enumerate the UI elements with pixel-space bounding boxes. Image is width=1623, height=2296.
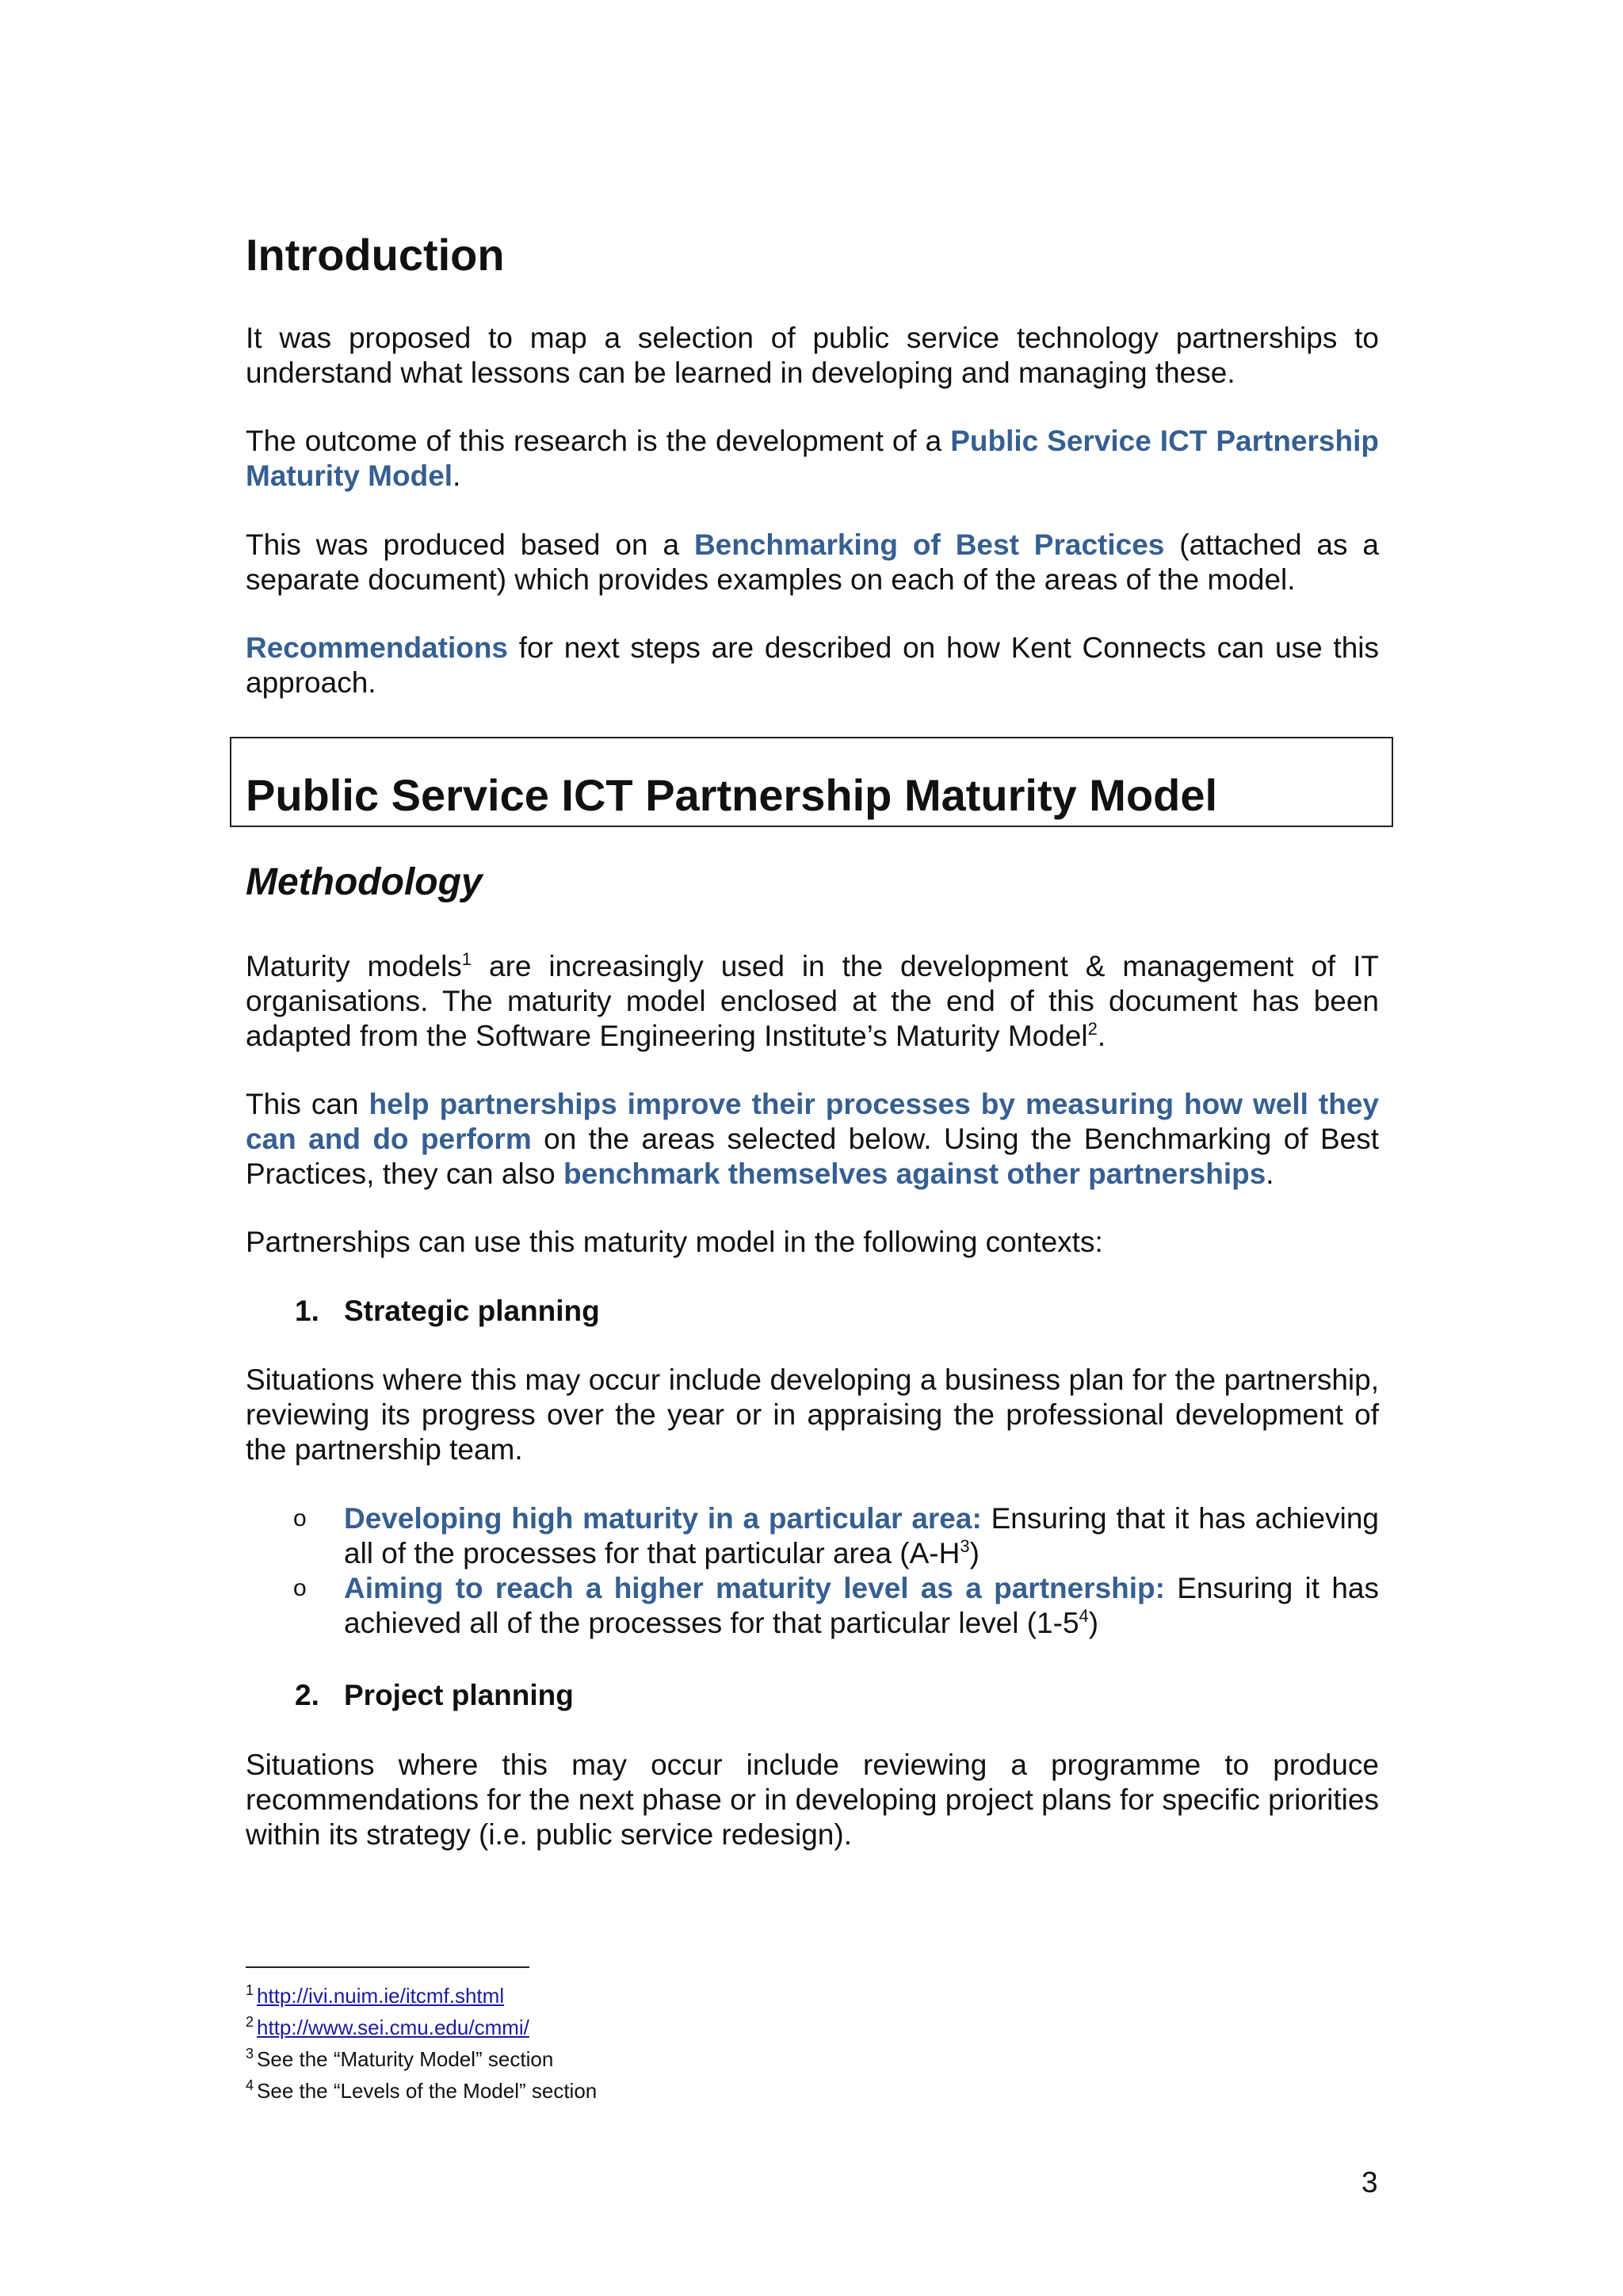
text: are increasingly used in the development & management of IT organisations. The maturity model enclosed at the end of this document has been adapted from the Software Engineering Institute’s Maturity Model — [246, 950, 1379, 1052]
highlight-recommendations: Recommendations — [246, 631, 509, 664]
bullet-text — [344, 1501, 1379, 1571]
text: The outcome of this research is the development of a — [246, 425, 951, 457]
text: . — [1097, 1020, 1106, 1052]
model-heading: Public Service ICT Partnership Maturity Model — [246, 770, 1218, 820]
footnote-link[interactable]: http://www.sei.cmu.edu/cmmi/ — [257, 2016, 529, 2039]
highlight-benchmarking: Benchmarking of Best Practices — [693, 528, 1165, 561]
footnote-4 — [246, 2073, 597, 2103]
intro-paragraph-4 — [246, 631, 1379, 700]
footnote-ref-4: 4 — [1079, 1606, 1089, 1626]
item-label: Strategic planning — [344, 1295, 600, 1327]
text: Maturity models — [246, 950, 462, 982]
methodology-paragraph-1 — [246, 949, 1379, 1054]
intro-paragraph-1: It was proposed to map a selection of public service technology partnerships to understand what lessons can be learned in developing and managing these. — [246, 322, 1379, 389]
text: Ensuring that it has achieving all of the processes for that particular area (A-H — [344, 1502, 1379, 1569]
page-number: 3 — [1361, 2166, 1378, 2199]
bullet-text — [344, 1571, 1379, 1641]
text: ) — [1088, 1607, 1099, 1639]
footnote-3 — [246, 2041, 553, 2072]
project-planning-description: Situations where this may occur include reviewing a programme to produce recommendations for the next phase or in developing project plans for specific priorities within its strategy (i.e. public service redesign). — [246, 1749, 1379, 1851]
bullet-marker: o — [293, 1505, 307, 1531]
methodology-heading: Methodology — [246, 861, 483, 903]
introduction-heading: Introduction — [246, 230, 505, 280]
footnote-number: 1 — [246, 1982, 254, 1998]
highlight-high-maturity: Developing high maturity in a particular area: — [344, 1502, 982, 1535]
text: This can — [246, 1088, 369, 1120]
strategic-planning-description: Situations where this may occur include developing a business plan for the partnership, reviewing its progress over the year or in appraising the professional development of the partnership team. — [246, 1363, 1379, 1466]
footnote-number: 2 — [246, 2014, 254, 2030]
item-label: Project planning — [344, 1679, 574, 1711]
item-number: 1. — [295, 1295, 319, 1327]
bullet-marker: o — [293, 1575, 307, 1601]
text: ) — [969, 1537, 980, 1569]
methodology-paragraph-2 — [246, 1087, 1379, 1192]
model-heading-box — [230, 737, 1393, 827]
text: (attached as a separate document) which provides examples on each of the areas of the model. — [246, 528, 1379, 596]
footnote-text: See the “Maturity Model” section — [257, 2047, 554, 2071]
text: on the areas selected below. Using the Benchmarking of Best Practices, they can also — [246, 1123, 1379, 1190]
footnote-ref-1: 1 — [461, 949, 472, 969]
footnote-divider — [246, 1966, 529, 1968]
footnote-ref-2: 2 — [1087, 1019, 1098, 1039]
bullet-item-2 — [293, 1571, 1379, 1641]
numbered-item-strategic-planning — [295, 1294, 600, 1329]
footnote-number: 3 — [246, 2046, 254, 2061]
text: for next steps are described on how Kent Connects can use this approach. — [246, 631, 1379, 699]
text: . — [1266, 1158, 1274, 1190]
item-number: 2. — [295, 1679, 319, 1711]
text: Ensuring it has achieved all of the processes for that particular level (1-5 — [344, 1572, 1379, 1639]
highlight-higher-level: Aiming to reach a higher maturity level as a partnership: — [344, 1572, 1165, 1604]
methodology-paragraph-3: Partnerships can use this maturity model in the following contexts: — [246, 1226, 1103, 1258]
highlight-model-name: Public Service ICT Partnership Maturity Model — [246, 425, 1379, 492]
text: . — [453, 460, 461, 492]
footnote-text: See the “Levels of the Model” section — [257, 2079, 598, 2103]
text: This was produced based on a — [246, 528, 694, 561]
footnote-2 — [246, 2009, 529, 2040]
footnote-number: 4 — [246, 2077, 254, 2093]
highlight-benchmark-themselves: benchmark themselves against other partnerships — [563, 1158, 1266, 1190]
footnote-1 — [246, 1978, 504, 2008]
bullet-item-1 — [293, 1501, 1379, 1571]
intro-paragraph-3 — [246, 528, 1379, 597]
numbered-item-project-planning — [295, 1678, 574, 1713]
intro-paragraph-2 — [246, 424, 1379, 494]
footnote-ref-3: 3 — [960, 1536, 970, 1556]
footnote-link[interactable]: http://ivi.nuim.ie/itcmf.shtml — [257, 1984, 505, 2008]
highlight-improve-processes: help partnerships improve their processes by measuring how well they can and do perform — [246, 1088, 1379, 1155]
